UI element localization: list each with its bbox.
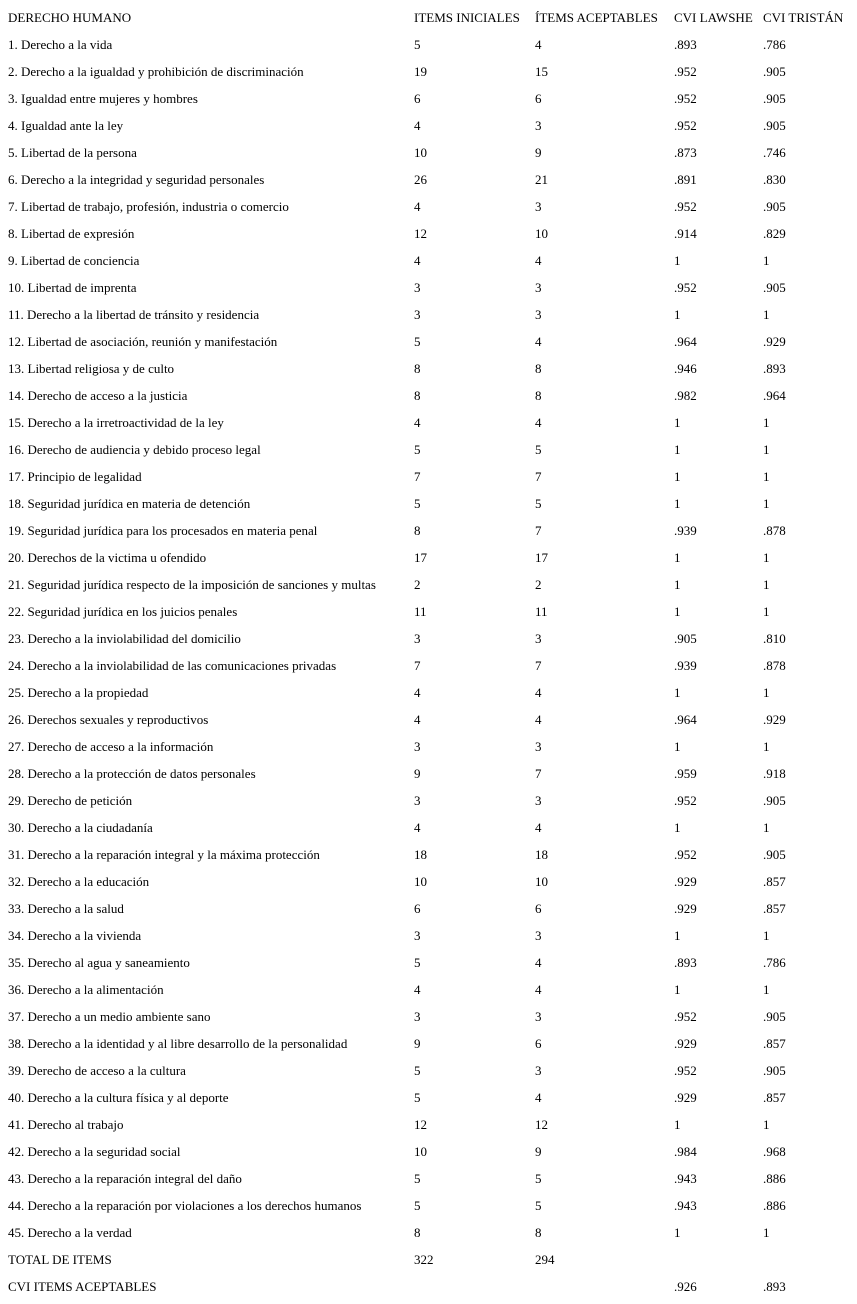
cell-items-iniciales: 4 bbox=[414, 199, 421, 214]
cell-items-iniciales: 26 bbox=[414, 172, 427, 187]
cell-cvi-lawshe: .929 bbox=[674, 1036, 697, 1051]
cell-cvi-tristan: 1 bbox=[763, 550, 770, 565]
cell-cvi-tristan: 1 bbox=[763, 469, 770, 484]
table-row bbox=[0, 976, 857, 1003]
cell-derecho-humano: 44. Derecho a la reparación por violaciones a los derechos humanos bbox=[8, 1198, 362, 1213]
table-row bbox=[0, 1273, 857, 1300]
cell-cvi-tristan: 1 bbox=[763, 1225, 770, 1240]
cell-cvi-lawshe: .952 bbox=[674, 118, 697, 133]
table-row bbox=[0, 598, 857, 625]
cell-derecho-humano: 13. Libertad religiosa y de culto bbox=[8, 361, 175, 376]
cell-cvi-lawshe: .952 bbox=[674, 847, 697, 862]
table-row bbox=[0, 220, 857, 247]
cell-cvi-tristan: .905 bbox=[763, 1063, 786, 1078]
cell-cvi-tristan: 1 bbox=[763, 253, 770, 268]
cell-derecho-humano: 31. Derecho a la reparación integral y la máxima protección bbox=[8, 847, 320, 862]
cell-items-iniciales: 3 bbox=[414, 280, 421, 295]
table-row bbox=[0, 679, 857, 706]
cell-cvi-lawshe: .984 bbox=[674, 1144, 697, 1159]
cell-derecho-humano: 27. Derecho de acceso a la información bbox=[8, 739, 214, 754]
cell-derecho-humano: 23. Derecho a la inviolabilidad del domicilio bbox=[8, 631, 241, 646]
cell-items-aceptables: 3 bbox=[535, 928, 542, 943]
table-row bbox=[0, 787, 857, 814]
cell-items-iniciales: 18 bbox=[414, 847, 427, 862]
cell-items-iniciales: 3 bbox=[414, 928, 421, 943]
cell-cvi-lawshe: 1 bbox=[674, 739, 681, 754]
cell-derecho-humano: 18. Seguridad jurídica en materia de detención bbox=[8, 496, 251, 511]
cell-derecho-humano: 29. Derecho de petición bbox=[8, 793, 133, 808]
cell-derecho-humano: 2. Derecho a la igualdad y prohibición de discriminación bbox=[8, 64, 304, 79]
table-row bbox=[0, 706, 857, 733]
cell-cvi-tristan: .893 bbox=[763, 1279, 786, 1294]
cell-items-aceptables: 8 bbox=[535, 361, 542, 376]
cell-items-iniciales: 3 bbox=[414, 793, 421, 808]
cell-cvi-lawshe: .952 bbox=[674, 793, 697, 808]
cell-cvi-lawshe: .943 bbox=[674, 1198, 697, 1213]
cell-items-aceptables: 7 bbox=[535, 523, 542, 538]
cell-items-iniciales: 4 bbox=[414, 712, 421, 727]
table-row bbox=[0, 193, 857, 220]
cell-items-iniciales: 5 bbox=[414, 1198, 421, 1213]
cell-derecho-humano: 12. Libertad de asociación, reunión y manifestación bbox=[8, 334, 278, 349]
table-row bbox=[0, 1084, 857, 1111]
cell-cvi-tristan: .857 bbox=[763, 901, 786, 916]
cell-derecho-humano: 45. Derecho a la verdad bbox=[8, 1225, 132, 1240]
cell-cvi-tristan: .905 bbox=[763, 91, 786, 106]
cell-derecho-humano: 36. Derecho a la alimentación bbox=[8, 982, 164, 997]
header-items-aceptables: ÍTEMS ACEPTABLES bbox=[535, 10, 658, 25]
cell-derecho-humano: 8. Libertad de expresión bbox=[8, 226, 135, 241]
cell-cvi-lawshe: .943 bbox=[674, 1171, 697, 1186]
cell-items-aceptables: 15 bbox=[535, 64, 548, 79]
cell-cvi-lawshe: .952 bbox=[674, 64, 697, 79]
table-row bbox=[0, 112, 857, 139]
cell-items-iniciales: 3 bbox=[414, 307, 421, 322]
cell-items-aceptables: 4 bbox=[535, 982, 542, 997]
cell-items-aceptables: 4 bbox=[535, 415, 542, 430]
header-cvi-lawshe: CVI LAWSHE bbox=[674, 10, 753, 25]
table-row bbox=[0, 733, 857, 760]
cell-items-aceptables: 6 bbox=[535, 91, 542, 106]
cell-cvi-lawshe: 1 bbox=[674, 604, 681, 619]
cell-cvi-tristan: .905 bbox=[763, 199, 786, 214]
cell-derecho-humano: 21. Seguridad jurídica respecto de la imposición de sanciones y multas bbox=[8, 577, 376, 592]
table-row bbox=[0, 1030, 857, 1057]
table-row bbox=[0, 868, 857, 895]
table-row bbox=[0, 571, 857, 598]
cell-items-aceptables: 7 bbox=[535, 469, 542, 484]
table-row bbox=[0, 1165, 857, 1192]
cell-cvi-lawshe: .952 bbox=[674, 1009, 697, 1024]
header-derecho-humano: DERECHO HUMANO bbox=[8, 10, 132, 25]
cell-cvi-tristan: .786 bbox=[763, 955, 786, 970]
cell-items-aceptables: 11 bbox=[535, 604, 548, 619]
cell-items-iniciales: 11 bbox=[414, 604, 427, 619]
cell-items-aceptables: 10 bbox=[535, 226, 548, 241]
cell-items-aceptables: 7 bbox=[535, 658, 542, 673]
cell-cvi-lawshe: .905 bbox=[674, 631, 697, 646]
cell-items-aceptables: 4 bbox=[535, 820, 542, 835]
table-row bbox=[0, 58, 857, 85]
cell-items-iniciales: 7 bbox=[414, 469, 421, 484]
cell-derecho-humano: 40. Derecho a la cultura física y al deporte bbox=[8, 1090, 229, 1105]
table-row bbox=[0, 436, 857, 463]
cell-cvi-lawshe: .952 bbox=[674, 1063, 697, 1078]
cell-derecho-humano: 25. Derecho a la propiedad bbox=[8, 685, 149, 700]
cell-cvi-tristan: 1 bbox=[763, 442, 770, 457]
cell-derecho-humano: 4. Igualdad ante la ley bbox=[8, 118, 124, 133]
cell-derecho-humano: 38. Derecho a la identidad y al libre desarrollo de la personalidad bbox=[8, 1036, 348, 1051]
table-row bbox=[0, 85, 857, 112]
cell-items-aceptables: 5 bbox=[535, 1171, 542, 1186]
cell-items-aceptables: 5 bbox=[535, 496, 542, 511]
cell-derecho-humano: 30. Derecho a la ciudadanía bbox=[8, 820, 153, 835]
cell-items-aceptables: 6 bbox=[535, 901, 542, 916]
cell-cvi-tristan: .929 bbox=[763, 334, 786, 349]
table-row bbox=[0, 1219, 857, 1246]
cell-items-aceptables: 4 bbox=[535, 253, 542, 268]
cell-derecho-humano: 33. Derecho a la salud bbox=[8, 901, 124, 916]
cell-items-aceptables: 2 bbox=[535, 577, 542, 592]
cell-items-aceptables: 3 bbox=[535, 118, 542, 133]
table-row bbox=[0, 895, 857, 922]
table-row bbox=[0, 166, 857, 193]
table-row bbox=[0, 1246, 857, 1273]
cell-items-aceptables: 6 bbox=[535, 1036, 542, 1051]
cell-cvi-lawshe: .939 bbox=[674, 658, 697, 673]
cell-items-aceptables: 9 bbox=[535, 1144, 542, 1159]
cell-cvi-tristan: .968 bbox=[763, 1144, 786, 1159]
cell-items-iniciales: 5 bbox=[414, 334, 421, 349]
cell-cvi-lawshe: .952 bbox=[674, 91, 697, 106]
cell-cvi-tristan: 1 bbox=[763, 1117, 770, 1132]
cell-cvi-tristan: .964 bbox=[763, 388, 786, 403]
cell-cvi-tristan: 1 bbox=[763, 604, 770, 619]
cell-items-aceptables: 10 bbox=[535, 874, 548, 889]
cell-derecho-humano: 11. Derecho a la libertad de tránsito y residencia bbox=[8, 307, 260, 322]
cell-cvi-tristan: 1 bbox=[763, 307, 770, 322]
cell-items-iniciales: 2 bbox=[414, 577, 421, 592]
cell-derecho-humano: 24. Derecho a la inviolabilidad de las comunicaciones privadas bbox=[8, 658, 337, 673]
cell-items-aceptables: 4 bbox=[535, 1090, 542, 1105]
cell-items-iniciales: 8 bbox=[414, 361, 421, 376]
cell-derecho-humano: 15. Derecho a la irretroactividad de la ley bbox=[8, 415, 224, 430]
table-row bbox=[0, 409, 857, 436]
cell-items-aceptables: 21 bbox=[535, 172, 548, 187]
cell-items-iniciales: 6 bbox=[414, 91, 421, 106]
cell-cvi-lawshe: 1 bbox=[674, 469, 681, 484]
cell-cvi-tristan: .905 bbox=[763, 64, 786, 79]
cell-items-iniciales: 4 bbox=[414, 685, 421, 700]
cell-derecho-humano: 32. Derecho a la educación bbox=[8, 874, 150, 889]
cell-items-aceptables: 5 bbox=[535, 442, 542, 457]
cell-items-iniciales: 8 bbox=[414, 523, 421, 538]
cell-cvi-tristan: .918 bbox=[763, 766, 786, 781]
cell-derecho-humano: 5. Libertad de la persona bbox=[8, 145, 137, 160]
table-row bbox=[0, 949, 857, 976]
cell-cvi-lawshe: 1 bbox=[674, 496, 681, 511]
cell-items-iniciales: 5 bbox=[414, 1171, 421, 1186]
cell-items-iniciales: 8 bbox=[414, 388, 421, 403]
cell-cvi-tristan: 1 bbox=[763, 982, 770, 997]
cell-items-iniciales: 3 bbox=[414, 739, 421, 754]
cell-cvi-lawshe: 1 bbox=[674, 442, 681, 457]
cell-cvi-lawshe: .914 bbox=[674, 226, 697, 241]
table-row bbox=[0, 1111, 857, 1138]
cell-items-iniciales: 3 bbox=[414, 1009, 421, 1024]
cell-derecho-humano: 37. Derecho a un medio ambiente sano bbox=[8, 1009, 211, 1024]
cell-items-aceptables: 3 bbox=[535, 631, 542, 646]
table-row bbox=[0, 1057, 857, 1084]
header-cvi-tristan: CVI TRISTÁN bbox=[763, 10, 844, 25]
cell-cvi-tristan: .746 bbox=[763, 145, 786, 160]
cell-cvi-lawshe: .929 bbox=[674, 874, 697, 889]
cell-items-iniciales: 4 bbox=[414, 253, 421, 268]
table-row bbox=[0, 922, 857, 949]
cell-items-iniciales: 12 bbox=[414, 226, 427, 241]
cell-derecho-humano: 20. Derechos de la victima u ofendido bbox=[8, 550, 207, 565]
cell-items-iniciales: 322 bbox=[414, 1252, 434, 1267]
table-row bbox=[0, 328, 857, 355]
table-row bbox=[0, 1003, 857, 1030]
cell-items-aceptables: 4 bbox=[535, 955, 542, 970]
cell-cvi-lawshe: .893 bbox=[674, 37, 697, 52]
cell-items-iniciales: 10 bbox=[414, 1144, 427, 1159]
cell-cvi-lawshe: .873 bbox=[674, 145, 697, 160]
cell-items-iniciales: 5 bbox=[414, 37, 421, 52]
cell-derecho-humano: 39. Derecho de acceso a la cultura bbox=[8, 1063, 186, 1078]
cell-cvi-tristan: .830 bbox=[763, 172, 786, 187]
cell-items-iniciales: 19 bbox=[414, 64, 427, 79]
cell-items-aceptables: 294 bbox=[535, 1252, 555, 1267]
cell-items-iniciales: 4 bbox=[414, 820, 421, 835]
cell-cvi-tristan: 1 bbox=[763, 415, 770, 430]
cell-items-iniciales: 10 bbox=[414, 145, 427, 160]
cell-items-iniciales: 5 bbox=[414, 442, 421, 457]
cell-cvi-tristan: .905 bbox=[763, 1009, 786, 1024]
cell-derecho-humano: 9. Libertad de conciencia bbox=[8, 253, 140, 268]
cell-derecho-humano: 28. Derecho a la protección de datos personales bbox=[8, 766, 256, 781]
cell-cvi-lawshe: .982 bbox=[674, 388, 697, 403]
cell-items-iniciales: 5 bbox=[414, 1090, 421, 1105]
cell-cvi-tristan: 1 bbox=[763, 928, 770, 943]
cell-items-iniciales: 5 bbox=[414, 1063, 421, 1078]
cell-derecho-humano: 14. Derecho de acceso a la justicia bbox=[8, 388, 188, 403]
cell-items-aceptables: 4 bbox=[535, 712, 542, 727]
cell-items-aceptables: 4 bbox=[535, 334, 542, 349]
cell-cvi-tristan: .878 bbox=[763, 523, 786, 538]
cell-items-iniciales: 5 bbox=[414, 955, 421, 970]
cell-derecho-humano: 19. Seguridad jurídica para los procesados en materia penal bbox=[8, 523, 318, 538]
cell-items-aceptables: 12 bbox=[535, 1117, 548, 1132]
cell-cvi-tristan: .810 bbox=[763, 631, 786, 646]
cell-items-iniciales: 4 bbox=[414, 415, 421, 430]
cell-items-aceptables: 3 bbox=[535, 739, 542, 754]
cell-derecho-humano: TOTAL DE ITEMS bbox=[8, 1252, 112, 1267]
cell-items-iniciales: 8 bbox=[414, 1225, 421, 1240]
table-row bbox=[0, 517, 857, 544]
cell-cvi-lawshe: .964 bbox=[674, 712, 697, 727]
cell-cvi-tristan: .929 bbox=[763, 712, 786, 727]
cell-cvi-tristan: .905 bbox=[763, 847, 786, 862]
cell-derecho-humano: 6. Derecho a la integridad y seguridad personales bbox=[8, 172, 265, 187]
table-row bbox=[0, 1192, 857, 1219]
table-row bbox=[0, 760, 857, 787]
cell-cvi-lawshe: 1 bbox=[674, 307, 681, 322]
cell-cvi-tristan: .857 bbox=[763, 1090, 786, 1105]
cell-items-aceptables: 18 bbox=[535, 847, 548, 862]
cell-cvi-lawshe: 1 bbox=[674, 253, 681, 268]
table-row bbox=[0, 625, 857, 652]
cell-cvi-lawshe: 1 bbox=[674, 685, 681, 700]
cell-items-iniciales: 4 bbox=[414, 982, 421, 997]
cell-items-iniciales: 4 bbox=[414, 118, 421, 133]
cell-items-iniciales: 5 bbox=[414, 496, 421, 511]
table-row bbox=[0, 301, 857, 328]
table-row bbox=[0, 139, 857, 166]
cell-derecho-humano: 10. Libertad de imprenta bbox=[8, 280, 137, 295]
cell-items-aceptables: 8 bbox=[535, 1225, 542, 1240]
cell-cvi-lawshe: .891 bbox=[674, 172, 697, 187]
cell-cvi-lawshe: .939 bbox=[674, 523, 697, 538]
cell-cvi-lawshe: .893 bbox=[674, 955, 697, 970]
cell-cvi-lawshe: .952 bbox=[674, 199, 697, 214]
cell-cvi-tristan: .886 bbox=[763, 1198, 786, 1213]
table-row bbox=[0, 1138, 857, 1165]
cell-items-aceptables: 7 bbox=[535, 766, 542, 781]
table-row bbox=[0, 463, 857, 490]
cell-cvi-tristan: .786 bbox=[763, 37, 786, 52]
cell-cvi-lawshe: .964 bbox=[674, 334, 697, 349]
cell-items-aceptables: 17 bbox=[535, 550, 548, 565]
cell-items-aceptables: 4 bbox=[535, 685, 542, 700]
cell-derecho-humano: 34. Derecho a la vivienda bbox=[8, 928, 142, 943]
cell-cvi-tristan: .886 bbox=[763, 1171, 786, 1186]
cell-items-iniciales: 7 bbox=[414, 658, 421, 673]
cell-cvi-tristan: .893 bbox=[763, 361, 786, 376]
cell-derecho-humano: 3. Igualdad entre mujeres y hombres bbox=[8, 91, 198, 106]
table-row bbox=[0, 247, 857, 274]
cell-items-aceptables: 3 bbox=[535, 307, 542, 322]
cell-cvi-tristan: .905 bbox=[763, 118, 786, 133]
cell-items-iniciales: 3 bbox=[414, 631, 421, 646]
cell-derecho-humano: 41. Derecho al trabajo bbox=[8, 1117, 124, 1132]
cell-cvi-lawshe: .959 bbox=[674, 766, 697, 781]
cell-cvi-lawshe: 1 bbox=[674, 982, 681, 997]
cell-items-aceptables: 4 bbox=[535, 37, 542, 52]
cell-items-aceptables: 9 bbox=[535, 145, 542, 160]
cell-items-aceptables: 8 bbox=[535, 388, 542, 403]
cell-items-iniciales: 6 bbox=[414, 901, 421, 916]
cell-cvi-tristan: .905 bbox=[763, 793, 786, 808]
header-items-iniciales: ITEMS INICIALES bbox=[414, 10, 520, 25]
cell-items-aceptables: 3 bbox=[535, 793, 542, 808]
cell-cvi-tristan: 1 bbox=[763, 820, 770, 835]
cell-items-aceptables: 3 bbox=[535, 280, 542, 295]
table-row bbox=[0, 31, 857, 58]
cell-cvi-tristan: 1 bbox=[763, 496, 770, 511]
cell-cvi-tristan: .857 bbox=[763, 874, 786, 889]
cell-cvi-tristan: 1 bbox=[763, 685, 770, 700]
cell-items-iniciales: 17 bbox=[414, 550, 427, 565]
cell-items-iniciales: 9 bbox=[414, 1036, 421, 1051]
cell-items-aceptables: 3 bbox=[535, 199, 542, 214]
cell-items-iniciales: 9 bbox=[414, 766, 421, 781]
table-row bbox=[0, 355, 857, 382]
cell-derecho-humano: 35. Derecho al agua y saneamiento bbox=[8, 955, 190, 970]
cell-cvi-tristan: .829 bbox=[763, 226, 786, 241]
cell-derecho-humano: CVI ITEMS ACEPTABLES bbox=[8, 1279, 157, 1294]
cell-derecho-humano: 7. Libertad de trabajo, profesión, industria o comercio bbox=[8, 199, 289, 214]
cell-cvi-tristan: .878 bbox=[763, 658, 786, 673]
cell-derecho-humano: 16. Derecho de audiencia y debido proceso legal bbox=[8, 442, 261, 457]
table-row bbox=[0, 490, 857, 517]
cell-cvi-lawshe: 1 bbox=[674, 928, 681, 943]
table-row bbox=[0, 544, 857, 571]
cell-items-iniciales: 12 bbox=[414, 1117, 427, 1132]
table-header-row bbox=[0, 4, 857, 31]
table-row bbox=[0, 841, 857, 868]
cell-cvi-lawshe: .946 bbox=[674, 361, 697, 376]
cell-cvi-tristan: 1 bbox=[763, 739, 770, 754]
cell-items-iniciales: 10 bbox=[414, 874, 427, 889]
table-row bbox=[0, 814, 857, 841]
cell-cvi-lawshe: .952 bbox=[674, 280, 697, 295]
cell-cvi-tristan: 1 bbox=[763, 577, 770, 592]
cell-derecho-humano: 42. Derecho a la seguridad social bbox=[8, 1144, 181, 1159]
cell-cvi-lawshe: 1 bbox=[674, 415, 681, 430]
cell-derecho-humano: 1. Derecho a la vida bbox=[8, 37, 113, 52]
cell-cvi-lawshe: 1 bbox=[674, 1225, 681, 1240]
cell-cvi-lawshe: .929 bbox=[674, 1090, 697, 1105]
cell-derecho-humano: 26. Derechos sexuales y reproductivos bbox=[8, 712, 209, 727]
cell-cvi-lawshe: 1 bbox=[674, 1117, 681, 1132]
cell-cvi-tristan: .857 bbox=[763, 1036, 786, 1051]
cell-derecho-humano: 43. Derecho a la reparación integral del daño bbox=[8, 1171, 242, 1186]
table-row bbox=[0, 274, 857, 301]
cell-cvi-lawshe: .926 bbox=[674, 1279, 697, 1294]
cell-cvi-lawshe: .929 bbox=[674, 901, 697, 916]
cell-cvi-lawshe: 1 bbox=[674, 550, 681, 565]
table-row bbox=[0, 652, 857, 679]
cell-cvi-lawshe: 1 bbox=[674, 820, 681, 835]
cell-derecho-humano: 17. Principio de legalidad bbox=[8, 469, 142, 484]
cell-cvi-lawshe: 1 bbox=[674, 577, 681, 592]
cell-items-aceptables: 3 bbox=[535, 1009, 542, 1024]
human-rights-cvi-table bbox=[0, 4, 857, 1300]
cell-items-aceptables: 3 bbox=[535, 1063, 542, 1078]
table-row bbox=[0, 382, 857, 409]
cell-cvi-tristan: .905 bbox=[763, 280, 786, 295]
cell-items-aceptables: 5 bbox=[535, 1198, 542, 1213]
cell-derecho-humano: 22. Seguridad jurídica en los juicios penales bbox=[8, 604, 238, 619]
